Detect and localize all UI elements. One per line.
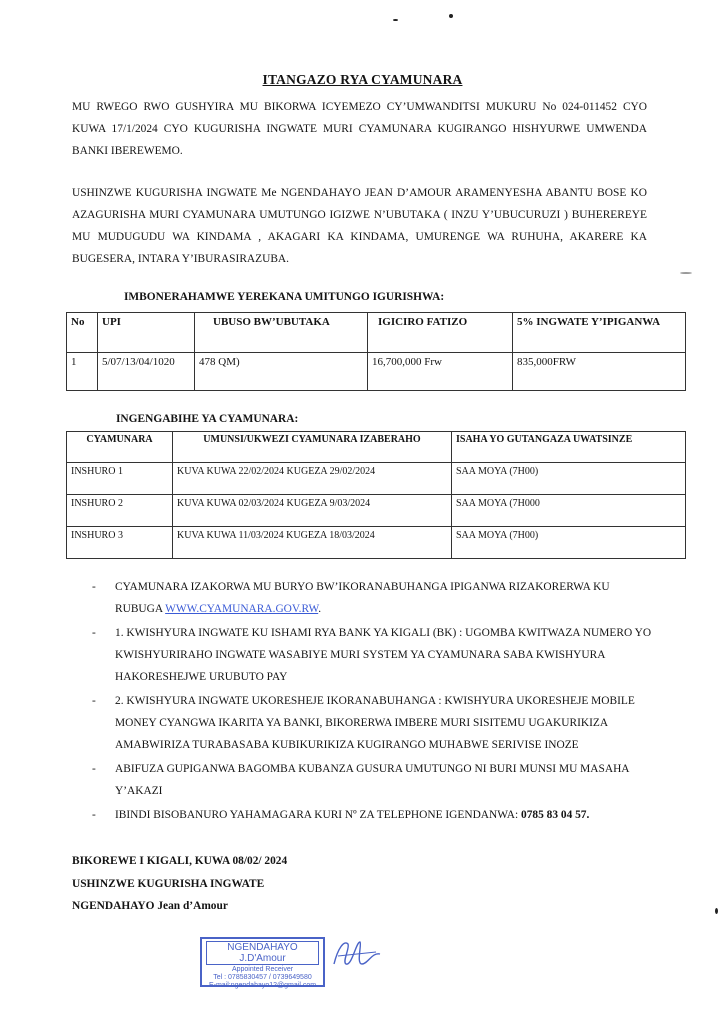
table-row: [67, 353, 686, 391]
table-cell: 835,000FRW: [513, 353, 686, 391]
bullet-dash: -: [92, 581, 96, 593]
notice-title: ITANGAZO RYA CYAMUNARA: [262, 72, 463, 87]
column-header: ISAHA YO GUTANGAZA UWATSINZE: [452, 432, 686, 463]
table-row: [67, 527, 686, 559]
bullet-dash: -: [92, 763, 96, 775]
table-cell: SAA MOYA (7H00): [452, 463, 686, 495]
list-item-text: 2. KWISHYURA INGWATE UKORESHEJE IKORANABUHANGA : KWISHYURA UKORESHEJE MOBILE MONEY CYANGWA IKARITA YA BANKI, BIKORERWA IMBERE MURI SISITEMU UGAKURIKIZA AMABWIRIZA TURABASABA KUBIKURIKIZA KUGIRANGO MUHABWE SERIVISE INOZE: [115, 695, 635, 751]
intro-paragraph: MU RWEGO RWO GUSHYIRA MU BIKORWA ICYEMEZO CY’UMWANDITSI MUKURU No 024-011452 CYO KUWA 17/1/2024 CYO KUGURISHA INGWATE MURI CYAMUNARA KUGIRANGO HISHYURWE UMWENDA BANKI IBEREWEMO.: [72, 101, 647, 157]
table-cell: SAA MOYA (7H000: [452, 495, 686, 527]
table-cell: KUVA KUWA 22/02/2024 KUGEZA 29/02/2024: [173, 463, 452, 495]
handwritten-signature-icon: [328, 934, 386, 974]
scan-speck: [715, 908, 718, 914]
bullet-dash: -: [92, 809, 96, 821]
table-cell: 16,700,000 Frw: [368, 353, 513, 391]
stamp-email: E-mail:ngendahayo12@gmail.com: [208, 982, 317, 989]
scan-speck: [393, 19, 398, 21]
official-stamp: [200, 937, 325, 987]
list-item-text: ABIFUZA GUPIGANWA BAGOMBA KUBANZA GUSURA UMUTUNGO NI BURI MUNSI MU MASAHA Y’AKAZI: [115, 763, 629, 797]
table-cell: 478 QM): [195, 353, 368, 391]
table-cell: INSHURO 3: [67, 527, 173, 559]
scan-speck: [449, 14, 453, 18]
bullet-dash: -: [92, 695, 96, 707]
column-header: CYAMUNARA: [67, 432, 173, 463]
signature-role: USHINZWE KUGURISHA INGWATE: [72, 878, 265, 890]
stamp-role: Appointed Receiver: [231, 966, 294, 973]
column-header: IGICIRO FATIZO: [368, 313, 513, 353]
list-item: [92, 690, 652, 756]
table-cell: 5/07/13/04/1020: [98, 353, 195, 391]
table-header-row: [67, 432, 686, 463]
list-item: [92, 576, 652, 620]
list-item-text: IBINDI BISOBANURO YAHAMAGARA KURI Nº ZA TELEPHONE IGENDANWA:: [115, 809, 519, 821]
table-row: [67, 463, 686, 495]
bullet-dash: -: [92, 627, 96, 639]
list-item: [92, 622, 652, 688]
schedule-table-heading: INGENGABIHE YA CYAMUNARA:: [116, 413, 299, 425]
table-cell: SAA MOYA (7H00): [452, 527, 686, 559]
scan-speck: [680, 272, 692, 274]
property-table-heading: IMBONERAHAMWE YEREKANA UMITUNGO IGURISHWA:: [124, 291, 445, 303]
signature-name: NGENDAHAYO Jean d’Amour: [72, 900, 228, 912]
table-cell: INSHURO 1: [67, 463, 173, 495]
property-table: [66, 312, 686, 391]
list-item-text: 1. KWISHYURA INGWATE KU ISHAMI RYA BANK YA KIGALI (BK) : UGOMBA KWITWAZA NUMERO YO KWISHYURIRAHO INGWATE WASABIYE MURI SYSTEM YA CYAMUNARA SABA KWISHYURA HAKORESHEJWE URUBUTO PAY: [115, 627, 652, 683]
table-cell: KUVA KUWA 11/03/2024 KUGEZA 18/03/2024: [173, 527, 452, 559]
column-header: No: [67, 313, 98, 353]
list-item: [92, 758, 652, 802]
stamp-tel: Tel : 0785830457 / 0739649580: [213, 974, 312, 981]
instructions-list: [92, 576, 652, 828]
stamp-name: NGENDAHAYO J.D'Amour: [206, 941, 319, 965]
list-item-text: CYAMUNARA IZAKORWA MU BURYO BW’IKORANABUHANGA IPIGANWA RIZAKORERWA KU RUBUGA: [115, 581, 610, 615]
table-header-row: [67, 313, 686, 353]
table-row: [67, 495, 686, 527]
column-header: 5% INGWATE Y’IPIGANWA: [513, 313, 686, 353]
column-header: UPI: [98, 313, 195, 353]
schedule-table: [66, 431, 686, 559]
table-cell: 1: [67, 353, 98, 391]
announcement-paragraph: USHINZWE KUGURISHA INGWATE Me NGENDAHAYO JEAN D’AMOUR ARAMENYESHA ABANTU BOSE KO AZAGURISHA MURI CYAMUNARA UMUTUNGO IGIZWE N’UBUTAKA ( INZU Y’UBUCURUZI ) BUHEREREYE MU MUDUGUDU WA KINDAMA , AKAGARI KA KINDAMA, UMURENGE WA RUHUHA, AKARERE KA BUGESERA, INTARA Y’IBURASIRAZUBA.: [72, 187, 647, 265]
column-header: UMUNSI/UKWEZI CYAMUNARA IZABERAHO: [173, 432, 452, 463]
list-item-text-end: .: [318, 603, 322, 615]
table-cell: INSHURO 2: [67, 495, 173, 527]
column-header: UBUSO BW’UBUTAKA: [195, 313, 368, 353]
cyamunara-website-link[interactable]: WWW.CYAMUNARA.GOV.RW: [165, 603, 319, 615]
signature-place-date: BIKOREWE I KIGALI, KUWA 08/02/ 2024: [72, 855, 288, 867]
table-cell: KUVA KUWA 02/03/2024 KUGEZA 9/03/2024: [173, 495, 452, 527]
phone-number: 0785 83 04 57.: [521, 809, 590, 821]
list-item: [92, 804, 652, 826]
